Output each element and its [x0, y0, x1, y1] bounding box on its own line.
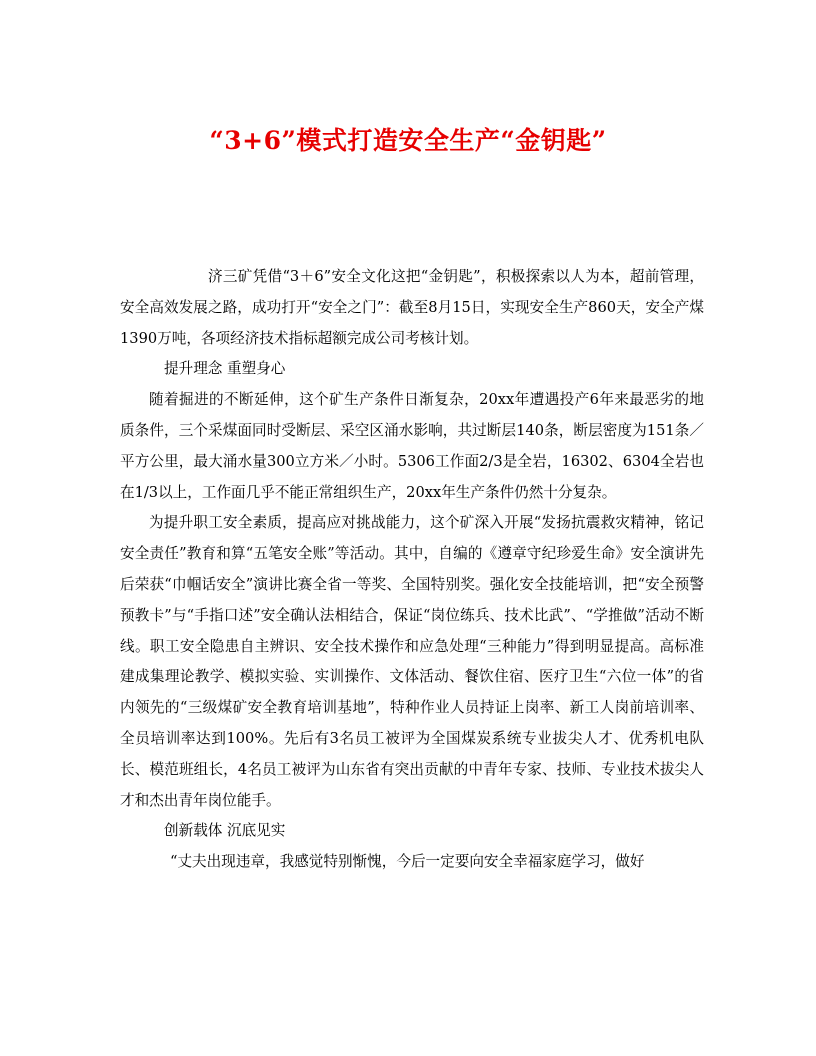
- document-body: [120, 262, 704, 878]
- section-heading-2: 创新载体 沉底见实: [164, 822, 286, 840]
- body-paragraph-2: 为提升职工安全素质，提高应对挑战能力，这个矿深入开展“发扬抗震救灾精神，铭记安全责任”教育和算“五笔安全账”等活动。其中，自编的《遵章守纪珍爱生命》安全演讲先后荣获“巾帼话安全”演讲比赛全省一等奖、全国特别奖。强化安全技能培训，把“安全预警预教卡”与“手指口述”安全确认法相结合，保证“岗位练兵、技术比武”、“学推做”活动不断线。职工安全隐患自主辨识、安全技术操作和应急处理“三种能力”得到明显提高。高标准建成集理论教学、模拟实验、实训操作、文体活动、餐饮住宿、医疗卫生“六位一体”的省内领先的“三级煤矿安全教育培训基地”，特种作业人员持证上岗率、新工人岗前培训率、全员培训率达到100%。先后有3名员工被评为全国煤炭系统专业拔尖人才、优秀机电队长、模范班组长，4名员工被评为山东省有突出贡献的中青年专家、技师、专业技术拔尖人才和杰出青年岗位能手。: [120, 514, 704, 809]
- intro-paragraph: 济三矿凭借“3＋6”安全文化这把“金钥匙”，积极探索以人为本，超前管理，安全高效发展之路，成功打开“安全之门”：截至8月15日，实现安全生产860天，安全产煤1390万吨，各项经济技术指标超额完成公司考核计划。: [120, 268, 704, 347]
- body-paragraph-1: 随着掘进的不断延伸，这个矿生产条件日渐复杂，20xx年遭遇投产6年来最恶劣的地质条件，三个采煤面同时受断层、采空区涌水影响，共过断层140条，断层密度为151条／平方公里，最大涌水量300立方米／小时。5306工作面2/3是全岩，16302、6304全岩也在1/3以上，工作面几乎不能正常组织生产，20xx年生产条件仍然十分复杂。: [120, 391, 704, 501]
- document-title: “3+6”模式打造安全生产“金钥匙”: [209, 125, 607, 155]
- quote-paragraph: “丈夫出现违章，我感觉特别惭愧，今后一定要向安全幸福家庭学习，做好: [170, 853, 645, 871]
- section-heading-1: 提升理念 重塑身心: [164, 360, 286, 378]
